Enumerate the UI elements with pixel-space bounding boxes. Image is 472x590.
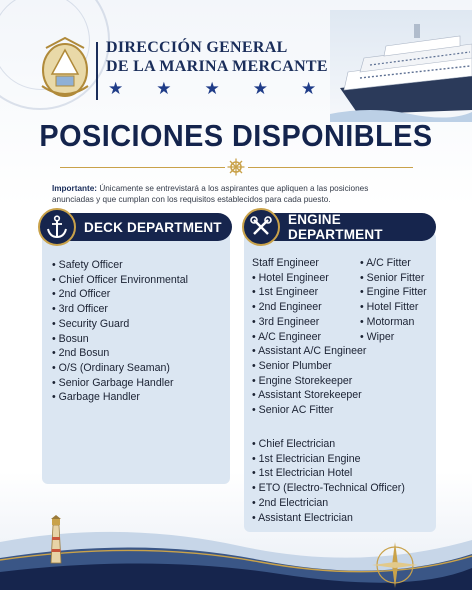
deck-department-header: DECK DEPARTMENT (40, 213, 232, 241)
title-rule-left (60, 167, 225, 168)
list-item: • 1st Electrician Hotel (252, 467, 353, 480)
list-item: • 1st Engineer (252, 286, 319, 299)
title-rule-right (248, 167, 413, 168)
cruise-ship-image (330, 10, 472, 122)
list-item: • Assistant A/C Engineer (252, 345, 367, 358)
org-line-1: DIRECCIÓN GENERAL (106, 39, 288, 56)
list-item: • 2nd Engineer (252, 301, 322, 314)
list-item: • Assistant Storekeeper (252, 389, 362, 402)
lighthouse-icon (46, 515, 66, 565)
list-item: • Senior AC Fitter (252, 404, 334, 417)
star-icon: ★ (108, 79, 124, 98)
star-icon: ★ (156, 79, 172, 98)
list-item: • 2nd Electrician (252, 496, 329, 509)
star-row (108, 80, 316, 97)
list-item: • Engine Storekeeper (252, 374, 353, 387)
list-item: • 2nd Officer (52, 288, 111, 301)
compass-rose-icon (370, 540, 420, 590)
engine-department-header: ENGINE DEPARTMENT (244, 213, 436, 241)
star-icon: ★ (301, 79, 317, 98)
list-item: • Hotel Fitter (360, 301, 419, 314)
anchor-icon (46, 215, 68, 239)
coat-of-arms-icon (38, 36, 92, 100)
notice-text: Únicamente se entrevistará a los aspirantes que apliquen a las posiciones anunciadas y que cumplan con los requisitos establecidos para cada puesto. (52, 184, 369, 204)
notice-label: Importante: (52, 184, 98, 193)
list-item: • Garbage Handler (52, 391, 140, 404)
list-item: • Senior Fitter (360, 271, 425, 284)
list-item: • Motorman (360, 315, 415, 328)
list-item: • Chief Electrician (252, 438, 336, 450)
tools-icon (250, 216, 272, 238)
list-item: • Chief Officer Environmental (52, 273, 188, 286)
header-divider (96, 42, 98, 100)
list-item: • 2nd Bosun (52, 347, 110, 360)
engine-position-list-fitters (360, 256, 427, 344)
page-title: POSICIONES DISPONIBLES (39, 118, 433, 153)
engine-position-list-primary (252, 256, 366, 418)
list-item: • Bosun (52, 332, 89, 345)
list-item: • Engine Fitter (360, 286, 427, 299)
list-item: • Assistant Electrician (252, 511, 353, 524)
list-item: • Security Guard (52, 317, 130, 330)
organization-name (106, 38, 346, 76)
list-item: • ETO (Electro-Technical Officer) (252, 482, 405, 495)
list-item: • O/S (Ordinary Seaman) (52, 361, 170, 374)
org-line-2: DE LA MARINA MERCANTE (106, 58, 328, 75)
star-icon: ★ (252, 79, 268, 98)
list-item: Staff Engineer (252, 257, 319, 269)
list-item: • Safety Officer (52, 259, 123, 271)
list-item: • 1st Electrician Engine (252, 452, 361, 465)
engine-badge (242, 208, 280, 246)
ship-wheel-icon (227, 158, 245, 176)
deck-position-list (52, 258, 188, 405)
list-item: • A/C Fitter (360, 257, 411, 269)
list-item: • 3rd Engineer (252, 315, 320, 328)
list-item: • Senior Garbage Handler (52, 376, 174, 389)
list-item: • 3rd Officer (52, 303, 108, 316)
list-item: • Hotel Engineer (252, 271, 329, 284)
list-item: • Wiper (360, 330, 395, 343)
deck-badge (38, 208, 76, 246)
list-item: • A/C Engineer (252, 330, 322, 343)
list-item: • Senior Plumber (252, 359, 332, 372)
star-icon: ★ (204, 79, 220, 98)
important-notice (52, 184, 382, 205)
